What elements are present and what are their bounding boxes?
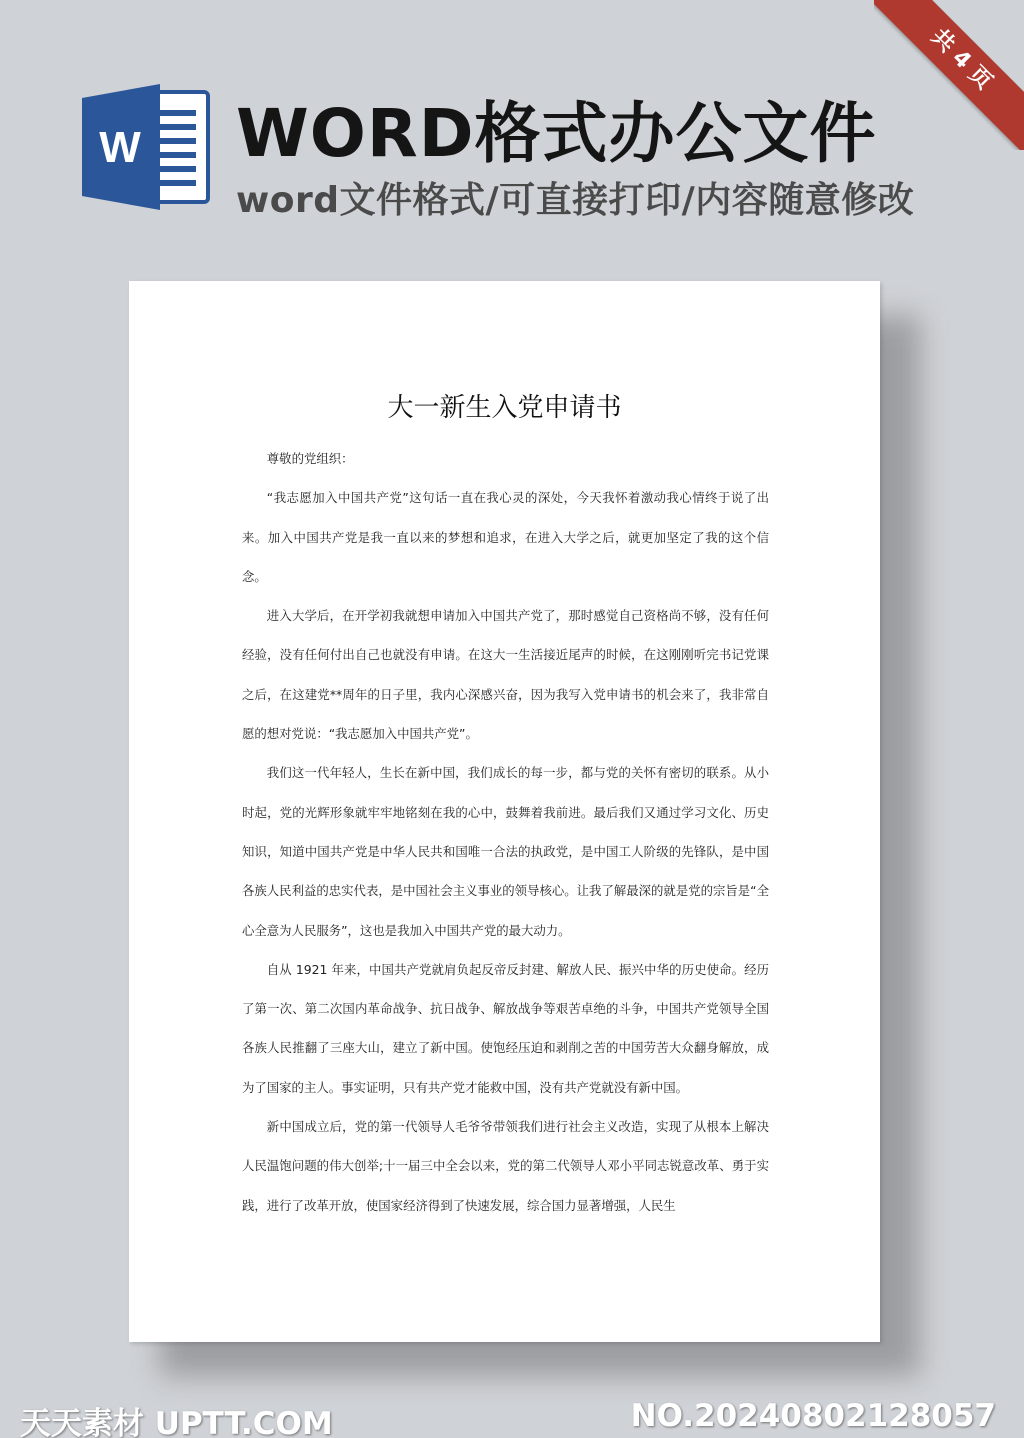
footer xyxy=(0,1398,1024,1438)
document-body xyxy=(242,439,769,1225)
page-count-label: 共 4 页 xyxy=(874,0,1024,150)
word-logo-icon xyxy=(82,84,212,210)
document-page xyxy=(129,281,880,1342)
word-logo-letter: W xyxy=(99,123,141,172)
header-subtitle: word文件格式/可直接打印/内容随意修改 xyxy=(236,180,915,221)
document-greeting: 尊敬的党组织： xyxy=(266,451,354,466)
document-paragraph: “我志愿加入中国共产党”这句话一直在我心灵的深处，今天我怀着激动我心情终于说了出来。加入中国共产党是我一直以来的梦想和追求，在进入大学之后，就更加坚定了我的这个信念。 xyxy=(242,490,769,584)
header-title: WORD格式办公文件 xyxy=(236,95,877,172)
page-count-ribbon xyxy=(874,0,1024,150)
footer-serial-number: NO.20240802128057 xyxy=(630,1398,996,1434)
footer-watermark: 天天素材 UPTT.COM xyxy=(20,1406,333,1438)
document-paragraph: 进入大学后，在开学初我就想申请加入中国共产党了，那时感觉自己资格尚不够，没有任何经验，没有任何付出自己也就没有申请。在这大一生活接近尾声的时候，在这刚刚听完书记党课之后，在这建党**周年的日子里，我内心深感兴奋，因为我写入党申请书的机会来了，我非常自愿的想对党说：“我志愿加入中国共产党”。 xyxy=(242,608,769,742)
document-paragraph: 自从 1921 年来，中国共产党就肩负起反帝反封建、解放人民、振兴中华的历史使命。经历了第一次、第二次国内革命战争、抗日战争、解放战争等艰苦卓绝的斗争，中国共产党领导全国各族人民推翻了三座大山，建立了新中国。使饱经压迫和剥削之苦的中国劳苦大众翻身解放，成为了国家的主人。事实证明，只有共产党才能救中国，没有共产党就没有新中国。 xyxy=(242,961,769,1095)
document-title: 大一新生入党申请书 xyxy=(387,393,622,423)
document-paragraph: 新中国成立后，党的第一代领导人毛爷爷带领我们进行社会主义改造，实现了从根本上解决人民温饱问题的伟大创举;十一届三中全会以来，党的第二代领导人邓小平同志锐意改革、勇于实践，进行了改革开放，使国家经济得到了快速发展，综合国力显著增强，人民生 xyxy=(242,1119,769,1213)
document-paragraph: 我们这一代年轻人，生长在新中国，我们成长的每一步，都与党的关怀有密切的联系。从小时起，党的光辉形象就牢牢地铭刻在我的心中，鼓舞着我前进。最后我们又通过学习文化、历史知识，知道中国共产党是中华人民共和国唯一合法的执政党，是中国工人阶级的先锋队，是中国各族人民利益的忠实代表，是中国社会主义事业的领导核心。让我了解最深的就是党的宗旨是“全心全意为人民服务”，这也是我加入中国共产党的最大动力。 xyxy=(242,765,769,938)
